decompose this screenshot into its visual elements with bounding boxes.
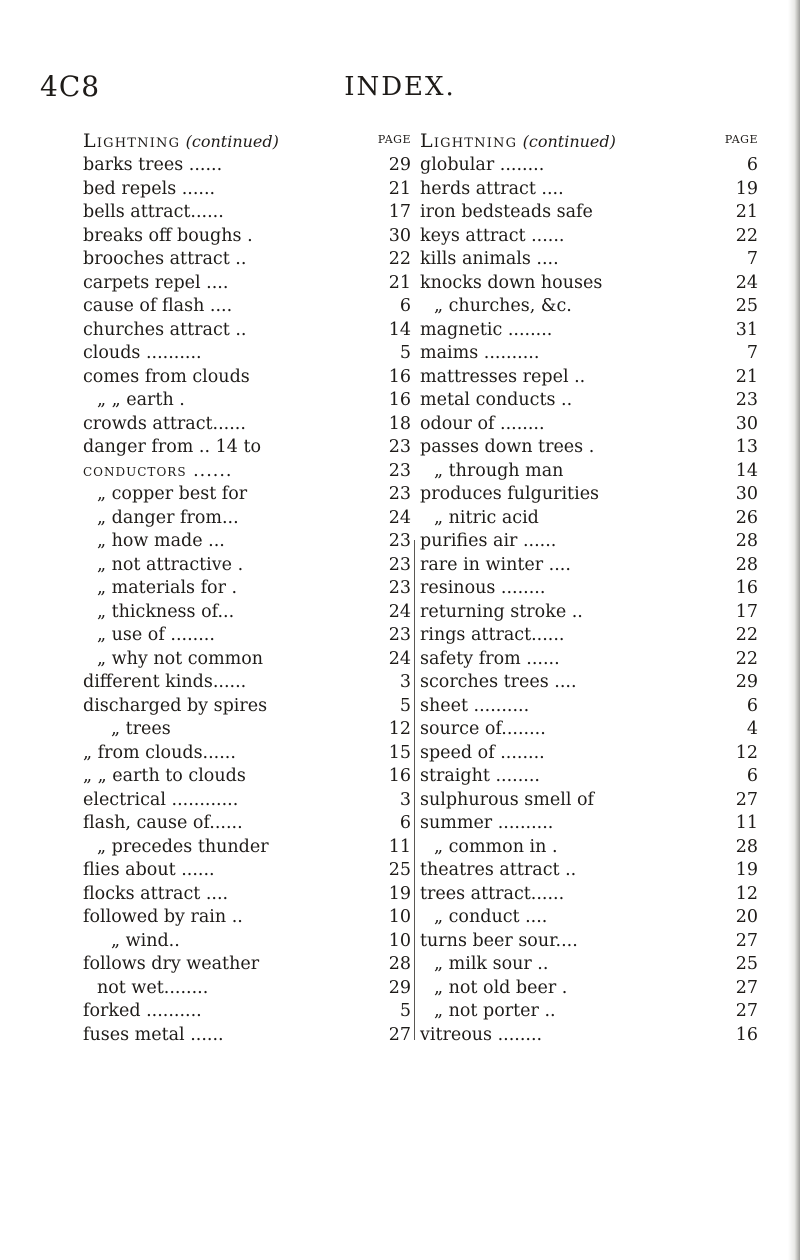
entry-page-ref: 16 bbox=[388, 766, 411, 786]
entry-text: „ from clouds...... bbox=[83, 742, 236, 763]
heading-continued: (continued) bbox=[522, 132, 616, 151]
index-entry bbox=[83, 507, 413, 531]
entry-page-ref: 28 bbox=[735, 836, 758, 857]
page-number: 4C8 bbox=[40, 70, 101, 103]
entry-text: barks trees ...... bbox=[83, 155, 223, 175]
entry-text: flocks attract .... bbox=[83, 883, 229, 904]
entry-text: discharged by spires bbox=[83, 695, 268, 716]
index-entry bbox=[83, 225, 413, 249]
entry-text: „ milk sour .. bbox=[434, 954, 549, 974]
entry-page-ref: 27 bbox=[735, 930, 758, 951]
index-entry bbox=[420, 342, 760, 366]
entry-page-ref: 29 bbox=[388, 977, 411, 998]
index-entry bbox=[420, 930, 760, 954]
entry-page-ref: 11 bbox=[388, 836, 411, 857]
entry-page-ref: 23 bbox=[388, 578, 411, 598]
entry-text: rings attract...... bbox=[420, 625, 565, 645]
index-entry bbox=[420, 1024, 760, 1048]
index-entry bbox=[420, 272, 760, 296]
entry-page-ref: 22 bbox=[735, 648, 758, 669]
index-entry bbox=[420, 601, 760, 625]
entry-page-ref: 24 bbox=[388, 507, 411, 528]
index-entry bbox=[83, 178, 413, 202]
index-entry bbox=[83, 953, 413, 977]
index-entry bbox=[83, 930, 413, 954]
index-entry bbox=[420, 225, 760, 249]
entry-text: „ „ earth to clouds bbox=[83, 766, 246, 786]
index-entry bbox=[420, 648, 760, 672]
entry-text: trees attract...... bbox=[420, 883, 565, 904]
index-entry bbox=[83, 624, 413, 648]
index-entry bbox=[83, 483, 413, 507]
index-entry bbox=[83, 413, 413, 437]
entry-page-ref: 21 bbox=[388, 178, 411, 199]
index-entry bbox=[83, 436, 413, 460]
entry-text: fuses metal ...... bbox=[83, 1024, 224, 1045]
index-entry bbox=[83, 836, 413, 860]
entry-text: sheet .......... bbox=[420, 695, 530, 716]
index-entry bbox=[83, 742, 413, 766]
entry-text: „ through man bbox=[434, 460, 564, 481]
index-entry bbox=[420, 718, 760, 742]
entry-text: „ how made ... bbox=[97, 531, 225, 551]
entry-text: metal conducts .. bbox=[420, 390, 573, 410]
entry-page-ref: 24 bbox=[388, 648, 411, 669]
index-entry bbox=[83, 154, 413, 178]
index-entry bbox=[83, 460, 413, 484]
entry-page-ref: 6 bbox=[746, 695, 758, 716]
column-divider bbox=[414, 540, 415, 1040]
entry-text: safety from ...... bbox=[420, 648, 560, 669]
entry-page-ref: 21 bbox=[388, 272, 411, 293]
index-entry bbox=[420, 389, 760, 413]
index-entry bbox=[420, 295, 760, 319]
entry-text: forked .......... bbox=[83, 1001, 202, 1021]
entry-page-ref: 6 bbox=[399, 813, 411, 833]
entry-text: keys attract ...... bbox=[420, 225, 565, 246]
index-entry bbox=[83, 366, 413, 390]
entry-text: flies about ...... bbox=[83, 860, 215, 880]
entry-page-ref: 6 bbox=[746, 766, 758, 786]
entry-page-ref: 23 bbox=[388, 554, 411, 575]
entry-text: „ use of ........ bbox=[97, 625, 215, 645]
entry-text: conductors ...... bbox=[83, 460, 233, 481]
entry-page-ref: 14 bbox=[735, 460, 758, 481]
entry-text: „ why not common bbox=[97, 648, 264, 669]
page-column-label: PAGE bbox=[377, 133, 411, 146]
index-entry bbox=[420, 178, 760, 202]
index-entry bbox=[420, 460, 760, 484]
entry-text: rare in winter .... bbox=[420, 554, 571, 575]
entry-text: „ trees bbox=[111, 719, 171, 739]
entry-text: bells attract...... bbox=[83, 202, 224, 222]
index-entry bbox=[83, 1000, 413, 1024]
entry-text: „ „ earth . bbox=[97, 390, 185, 410]
index-entry bbox=[420, 977, 760, 1001]
entry-page-ref: 28 bbox=[388, 954, 411, 974]
entry-text: source of........ bbox=[420, 719, 546, 739]
index-entry bbox=[83, 765, 413, 789]
index-entry bbox=[420, 624, 760, 648]
entry-page-ref: 4 bbox=[746, 719, 758, 739]
entry-text: „ not porter .. bbox=[434, 1001, 556, 1021]
entry-text: passes down trees . bbox=[420, 437, 595, 457]
entry-page-ref: 23 bbox=[388, 625, 411, 645]
entry-text: produces fulgurities bbox=[420, 484, 600, 504]
entry-page-ref: 14 bbox=[388, 319, 411, 340]
entry-page-ref: 29 bbox=[735, 672, 758, 692]
entry-page-ref: 30 bbox=[735, 413, 758, 434]
index-entry bbox=[83, 977, 413, 1001]
entry-page-ref: 17 bbox=[388, 202, 411, 222]
entry-page-ref: 23 bbox=[735, 390, 758, 410]
entry-page-ref: 3 bbox=[399, 672, 411, 692]
entry-page-ref: 6 bbox=[746, 155, 758, 175]
entry-text: odour of ........ bbox=[420, 413, 545, 434]
index-entry bbox=[420, 765, 760, 789]
index-entry bbox=[420, 413, 760, 437]
entry-page-ref: 16 bbox=[735, 1024, 758, 1045]
entry-text: straight ........ bbox=[420, 766, 540, 786]
entry-text: cause of flash .... bbox=[83, 296, 233, 316]
index-entry bbox=[420, 483, 760, 507]
entry-page-ref: 16 bbox=[388, 390, 411, 410]
entry-page-ref: 29 bbox=[388, 155, 411, 175]
entry-text: crowds attract...... bbox=[83, 413, 246, 434]
entry-page-ref: 25 bbox=[735, 296, 758, 316]
entry-page-ref: 20 bbox=[735, 907, 758, 927]
entry-page-ref: 28 bbox=[735, 531, 758, 551]
entry-text: turns beer sour.... bbox=[420, 930, 578, 951]
entry-page-ref: 25 bbox=[388, 860, 411, 880]
entry-text: scorches trees .... bbox=[420, 672, 577, 692]
entry-page-ref: 18 bbox=[388, 413, 411, 434]
index-entry bbox=[420, 201, 760, 225]
entry-page-ref: 19 bbox=[388, 883, 411, 904]
entry-page-ref: 30 bbox=[735, 484, 758, 504]
index-entry bbox=[83, 648, 413, 672]
entry-text: comes from clouds bbox=[83, 366, 250, 387]
entry-page-ref: 12 bbox=[388, 719, 411, 739]
entry-text: electrical ............ bbox=[83, 789, 239, 810]
heading-continued: (continued) bbox=[185, 132, 279, 151]
entry-text: theatres attract .. bbox=[420, 860, 577, 880]
entry-text: „ common in . bbox=[434, 836, 558, 857]
entry-text: „ conduct .... bbox=[434, 907, 548, 927]
entry-text: danger from .. 14 to bbox=[83, 437, 262, 457]
entry-text: iron bedsteads safe bbox=[420, 202, 593, 222]
entry-text: maims .......... bbox=[420, 343, 540, 363]
index-entry bbox=[420, 789, 760, 813]
entry-page-ref: 19 bbox=[735, 860, 758, 880]
entry-text: carpets repel .... bbox=[83, 272, 229, 293]
entry-page-ref: 5 bbox=[399, 695, 411, 716]
entry-text: purifies air ...... bbox=[420, 531, 557, 551]
entry-text: „ materials for . bbox=[97, 578, 238, 598]
entry-page-ref: 23 bbox=[388, 460, 411, 481]
index-entry bbox=[420, 695, 760, 719]
entry-text: followed by rain .. bbox=[83, 907, 243, 927]
index-entry bbox=[83, 295, 413, 319]
index-entry bbox=[83, 319, 413, 343]
entry-page-ref: 22 bbox=[735, 225, 758, 246]
index-entry bbox=[83, 906, 413, 930]
entry-text: „ precedes thunder bbox=[97, 836, 269, 857]
index-entry bbox=[420, 554, 760, 578]
entry-page-ref: 11 bbox=[735, 813, 758, 833]
entry-text: summer .......... bbox=[420, 813, 554, 833]
index-entry bbox=[420, 883, 760, 907]
entry-page-ref: 22 bbox=[735, 625, 758, 645]
entry-page-ref: 27 bbox=[735, 1001, 758, 1021]
entry-text: vitreous ........ bbox=[420, 1024, 543, 1045]
index-entry bbox=[420, 671, 760, 695]
entry-page-ref: 12 bbox=[735, 883, 758, 904]
entry-text: herds attract .... bbox=[420, 178, 564, 199]
entry-text: „ not attractive . bbox=[97, 554, 244, 575]
index-entry bbox=[83, 577, 413, 601]
page-edge-shadow bbox=[788, 0, 800, 1260]
index-entry bbox=[83, 342, 413, 366]
heading-topic: Lightning bbox=[83, 130, 181, 152]
entry-page-ref: 26 bbox=[735, 507, 758, 528]
index-entry bbox=[420, 507, 760, 531]
entry-text: speed of ........ bbox=[420, 742, 545, 763]
entry-page-ref: 31 bbox=[735, 319, 758, 340]
entry-text: brooches attract .. bbox=[83, 249, 247, 269]
entry-text: bed repels ...... bbox=[83, 178, 216, 199]
entry-page-ref: 24 bbox=[735, 272, 758, 293]
entry-page-ref: 13 bbox=[735, 437, 758, 457]
index-entry bbox=[420, 319, 760, 343]
index-entry bbox=[83, 601, 413, 625]
index-entry bbox=[420, 812, 760, 836]
page-header bbox=[0, 70, 800, 110]
index-entry bbox=[83, 695, 413, 719]
entry-page-ref: 3 bbox=[399, 789, 411, 810]
index-entry bbox=[420, 436, 760, 460]
entry-text: knocks down houses bbox=[420, 272, 603, 293]
entry-page-ref: 24 bbox=[388, 601, 411, 622]
running-title: INDEX. bbox=[344, 72, 456, 102]
entry-page-ref: 19 bbox=[735, 178, 758, 199]
index-entries bbox=[420, 154, 760, 1047]
heading-topic: Lightning bbox=[420, 130, 518, 152]
index-column-left bbox=[83, 130, 413, 1047]
index-entry bbox=[420, 1000, 760, 1024]
column-heading bbox=[83, 130, 413, 154]
entry-page-ref: 6 bbox=[399, 296, 411, 316]
entry-page-ref: 7 bbox=[746, 249, 758, 269]
entry-page-ref: 21 bbox=[735, 202, 758, 222]
entry-text: clouds .......... bbox=[83, 343, 202, 363]
index-entry bbox=[83, 883, 413, 907]
index-entries bbox=[83, 154, 413, 1047]
entry-page-ref: 22 bbox=[388, 249, 411, 269]
entry-page-ref: 16 bbox=[735, 578, 758, 598]
entry-page-ref: 10 bbox=[388, 930, 411, 951]
index-entry bbox=[420, 742, 760, 766]
entry-page-ref: 15 bbox=[388, 742, 411, 763]
index-entry bbox=[420, 577, 760, 601]
entry-text: globular ........ bbox=[420, 155, 545, 175]
entry-text: different kinds...... bbox=[83, 672, 247, 692]
entry-page-ref: 27 bbox=[388, 1024, 411, 1045]
entry-text: breaks off boughs . bbox=[83, 225, 253, 246]
index-entry bbox=[420, 953, 760, 977]
index-entry bbox=[83, 554, 413, 578]
entry-text: magnetic ........ bbox=[420, 319, 553, 340]
index-entry bbox=[420, 248, 760, 272]
entry-page-ref: 23 bbox=[388, 531, 411, 551]
entry-text: „ churches, &c. bbox=[434, 296, 572, 316]
entry-text: returning stroke .. bbox=[420, 601, 583, 622]
index-entry bbox=[420, 859, 760, 883]
entry-page-ref: 16 bbox=[388, 366, 411, 387]
entry-page-ref: 12 bbox=[735, 742, 758, 763]
entry-page-ref: 30 bbox=[388, 225, 411, 246]
entry-page-ref: 25 bbox=[735, 954, 758, 974]
entry-page-ref: 23 bbox=[388, 437, 411, 457]
entry-page-ref: 27 bbox=[735, 789, 758, 810]
entry-text: mattresses repel .. bbox=[420, 366, 586, 387]
index-entry bbox=[83, 718, 413, 742]
page-column-label: PAGE bbox=[724, 133, 758, 146]
entry-text: „ nitric acid bbox=[434, 507, 539, 528]
entry-text: sulphurous smell of bbox=[420, 789, 595, 810]
column-heading bbox=[420, 130, 760, 154]
index-entry bbox=[83, 859, 413, 883]
entry-page-ref: 21 bbox=[735, 366, 758, 387]
entry-text: „ not old beer . bbox=[434, 977, 568, 998]
index-entry bbox=[83, 671, 413, 695]
entry-text: not wet........ bbox=[97, 977, 209, 998]
entry-text: kills animals .... bbox=[420, 249, 559, 269]
index-entry bbox=[420, 154, 760, 178]
entry-page-ref: 10 bbox=[388, 907, 411, 927]
index-entry bbox=[83, 812, 413, 836]
entry-text: „ wind.. bbox=[111, 930, 180, 951]
index-entry bbox=[83, 248, 413, 272]
entry-text: „ thickness of... bbox=[97, 601, 235, 622]
index-entry bbox=[83, 201, 413, 225]
index-entry bbox=[83, 789, 413, 813]
entry-page-ref: 5 bbox=[399, 343, 411, 363]
entry-text: churches attract .. bbox=[83, 319, 247, 340]
index-entry bbox=[420, 366, 760, 390]
index-entry bbox=[83, 272, 413, 296]
entry-text: flash, cause of...... bbox=[83, 813, 243, 833]
index-entry bbox=[420, 906, 760, 930]
entry-page-ref: 28 bbox=[735, 554, 758, 575]
index-entry bbox=[420, 836, 760, 860]
index-entry bbox=[420, 530, 760, 554]
entry-page-ref: 27 bbox=[735, 977, 758, 998]
entry-text: „ copper best for bbox=[97, 484, 248, 504]
entry-page-ref: 23 bbox=[388, 484, 411, 504]
index-entry bbox=[83, 389, 413, 413]
entry-page-ref: 17 bbox=[735, 601, 758, 622]
entry-page-ref: 5 bbox=[399, 1001, 411, 1021]
entry-text: follows dry weather bbox=[83, 954, 260, 974]
entry-text: resinous ........ bbox=[420, 578, 546, 598]
entry-page-ref: 7 bbox=[746, 343, 758, 363]
entry-text: „ danger from... bbox=[97, 507, 239, 528]
index-entry bbox=[83, 1024, 413, 1048]
index-entry bbox=[83, 530, 413, 554]
index-column-right bbox=[420, 130, 760, 1047]
